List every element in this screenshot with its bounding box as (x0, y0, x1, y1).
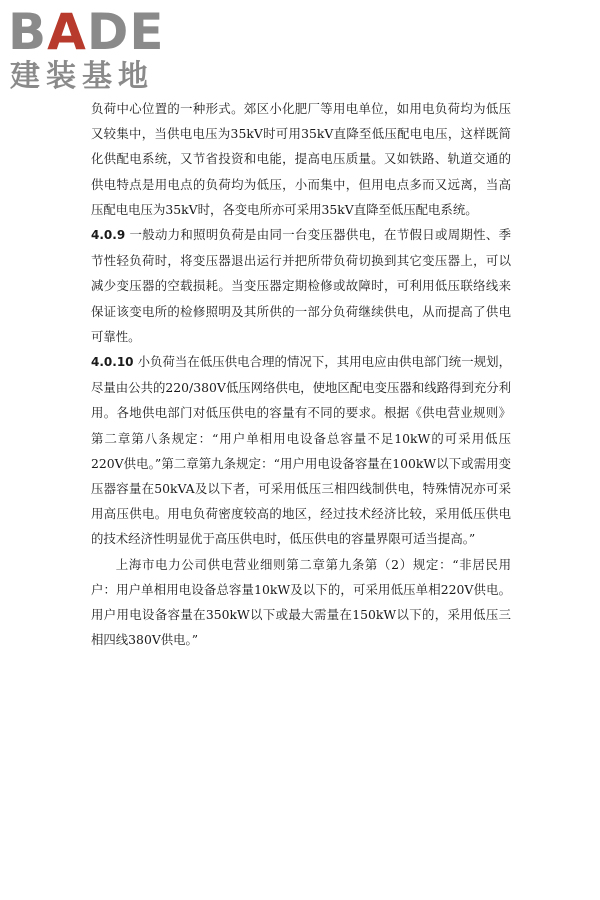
paragraph-text: 上海市电力公司供电营业细则第二章第九条第（2）规定：“非居民用户：用户单相用电设备总容量10kW及以下的，可采用低压单相220V供电。用户用电设备容量在350kW以下或最大需量在150kW以下的，采用低压三相四线380V供电。” (91, 556, 511, 648)
paragraph-continuation (91, 96, 511, 222)
document-body (91, 96, 511, 652)
clause-number: 4.0.9 (91, 228, 126, 243)
paragraph-shanghai-rules (91, 552, 511, 653)
paragraph-text: 一般动力和照明负荷是由同一台变压器供电，在节假日或周期性、季节性轻负荷时，将变压器退出运行并把所带负荷切换到其它变压器上，可以减少变压器的空载损耗。当变压器定期检修或故障时，可利用低压联络线来保证该变电所的检修照明及其所供的一部分负荷继续供电，从而提高了供电可靠性。 (91, 227, 511, 344)
logo-letters-de: DE (86, 3, 165, 61)
logo (8, 4, 178, 96)
paragraph-text: 负荷中心位置的一种形式。郊区小化肥厂等用电单位，如用电负荷均为低压又较集中，当供电电压为35kV时可用35kV直降至低压配电电压，这样既简化供配电系统，又节省投资和电能，提高电压质量。又如铁路、轨道交通的供电特点是用电点的负荷均为低压，小而集中，但用电点多而又远离，当高压配电电压为35kV时，各变电所亦可采用35kV直降至低压配电系统。 (91, 101, 511, 217)
clause-4-0-9 (91, 222, 511, 349)
clause-4-0-10 (91, 349, 511, 552)
logo-wordmark (8, 4, 165, 60)
logo-letter-b: B (8, 3, 48, 61)
logo-chinese-name: 建装基地 (10, 59, 154, 94)
clause-number: 4.0.10 (91, 355, 134, 370)
logo-letter-a: A (47, 3, 87, 61)
paragraph-text: 小负荷当在低压供电合理的情况下，其用电应由供电部门统一规划，尽量由公共的220/380V低压网络供电，使地区配电变压器和线路得到充分利用。各地供电部门对低压供电的容量有不同的要求。根据《供电营业规则》第二章第八条规定：“用户单相用电设备总容量不足10kW的可采用低压220V供电。”第二章第九条规定：“用户用电设备容量在100kW以下或需用变压器容量在50kVA及以下者，可采用低压三相四线制供电，特殊情况亦可采用高压供电。用电负荷密度较高的地区，经过技术经济比较，采用低压供电的技术经济性明显优于高压供电时，低压供电的容量界限可适当提高。” (91, 354, 511, 547)
